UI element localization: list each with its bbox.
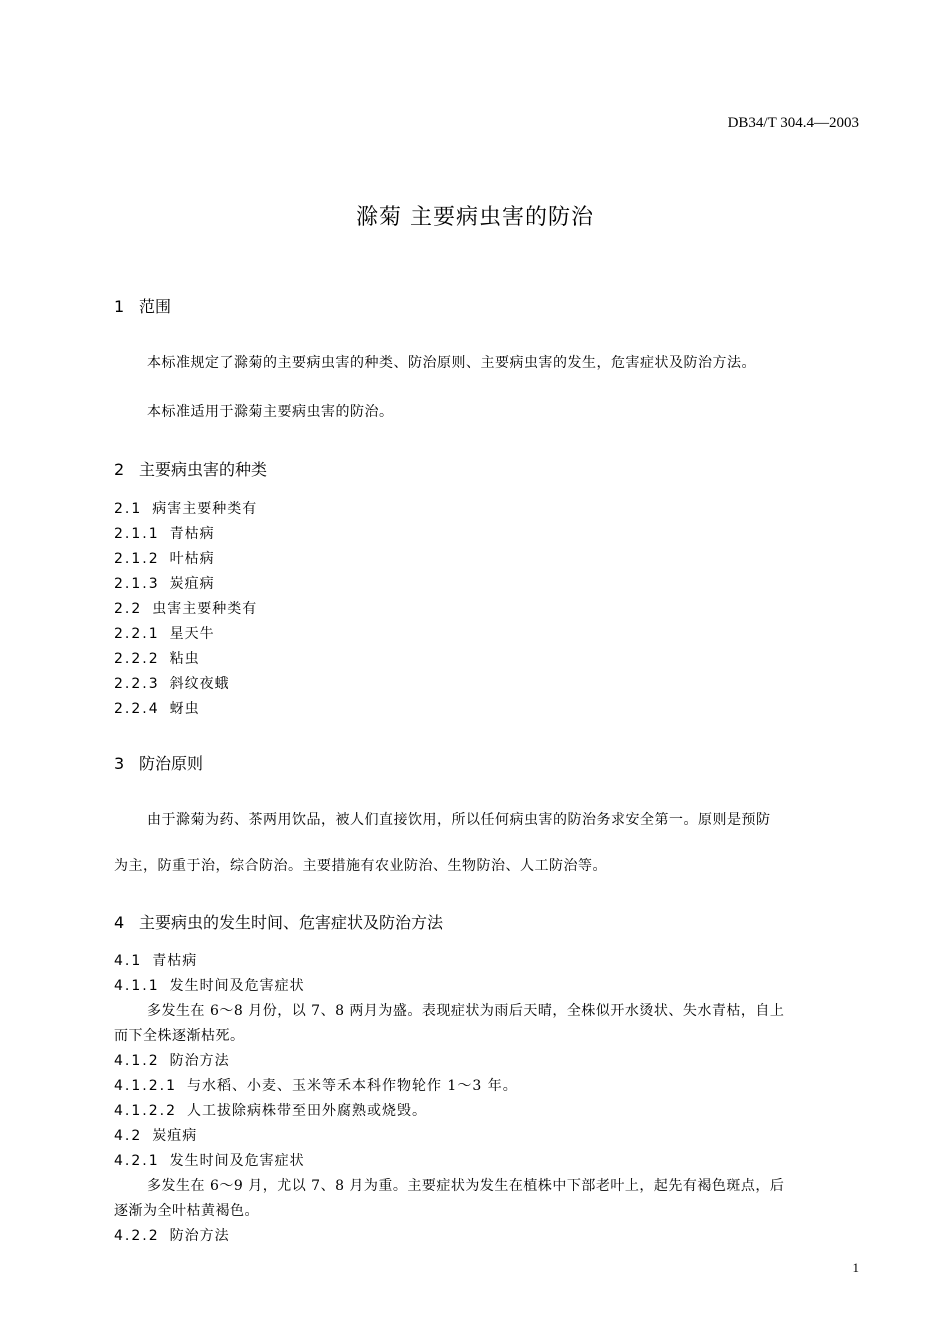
subsection-label: 虫害主要种类有 bbox=[152, 601, 258, 617]
item-text: 与水稻、小麦、玉米等禾本科作物轮作 1～3 年。 bbox=[186, 1078, 518, 1094]
subsection-number: 4.1 bbox=[114, 953, 143, 969]
item-number: 2.1.3 bbox=[114, 576, 160, 592]
subsection-4-1-1 bbox=[114, 975, 305, 995]
subsection-4-2-1 bbox=[114, 1150, 305, 1170]
subsection-number: 4.2 bbox=[114, 1128, 143, 1144]
section-number: 4 bbox=[114, 913, 125, 932]
item-text: 蚜虫 bbox=[169, 701, 200, 717]
subsection-number: 4.2.1 bbox=[114, 1153, 160, 1169]
item-number: 2.1.1 bbox=[114, 526, 160, 542]
subsection-4-2-2 bbox=[114, 1225, 230, 1245]
list-item bbox=[114, 1075, 518, 1095]
section-4-heading bbox=[114, 910, 443, 933]
subsection-4-1-2 bbox=[114, 1050, 230, 1070]
section-number: 3 bbox=[114, 754, 125, 773]
page-title: 滁菊 主要病虫害的防治 bbox=[356, 205, 594, 230]
item-text: 炭疽病 bbox=[169, 576, 215, 592]
subsection-label: 防治方法 bbox=[169, 1228, 230, 1244]
subsection-4-1 bbox=[114, 950, 197, 970]
section-title: 主要病虫害的种类 bbox=[139, 460, 268, 479]
section-title: 主要病虫的发生时间、危害症状及防治方法 bbox=[139, 913, 444, 932]
paragraph-4-2-1-line-1: 多发生在 6～9 月，尤以 7、8 月为重。主要症状为发生在植株中下部老叶上，起先有褐色斑点，后 bbox=[147, 1178, 785, 1194]
list-item bbox=[114, 698, 200, 718]
subsection-2-1 bbox=[114, 498, 257, 518]
subsection-number: 2.2 bbox=[114, 601, 143, 617]
section-3-paragraph-line-2: 为主，防重于治，综合防治。主要措施有农业防治、生物防治、人工防治等。 bbox=[114, 858, 607, 874]
subsection-label: 发生时间及危害症状 bbox=[169, 1153, 305, 1169]
subsection-number: 4.1.1 bbox=[114, 978, 160, 994]
section-1-heading bbox=[114, 294, 171, 317]
item-number: 2.2.4 bbox=[114, 701, 160, 717]
page-number: 1 bbox=[852, 1260, 859, 1275]
list-item bbox=[114, 573, 215, 593]
section-1-paragraph-1: 本标准规定了滁菊的主要病虫害的种类、防治原则、主要病虫害的发生，危害症状及防治方法。 bbox=[147, 355, 756, 371]
subsection-4-2 bbox=[114, 1125, 197, 1145]
item-text: 粘虫 bbox=[169, 651, 200, 667]
item-number: 4.1.2.2 bbox=[114, 1103, 177, 1119]
section-title: 范围 bbox=[139, 297, 172, 316]
subsection-label: 发生时间及危害症状 bbox=[169, 978, 305, 994]
section-title: 防治原则 bbox=[139, 754, 204, 773]
section-number: 2 bbox=[114, 460, 125, 479]
subsection-number: 2.1 bbox=[114, 501, 143, 517]
item-text: 斜纹夜蛾 bbox=[169, 676, 230, 692]
subsection-label: 病害主要种类有 bbox=[152, 501, 258, 517]
list-item bbox=[114, 523, 215, 543]
section-2-heading bbox=[114, 457, 267, 480]
paragraph-4-2-1-line-2: 逐渐为全叶枯黄褐色。 bbox=[114, 1203, 259, 1219]
subsection-label: 炭疽病 bbox=[152, 1128, 198, 1144]
section-1-paragraph-2: 本标准适用于滁菊主要病虫害的防治。 bbox=[147, 404, 394, 420]
subsection-label: 青枯病 bbox=[152, 953, 198, 969]
list-item bbox=[114, 1100, 427, 1120]
section-3-paragraph-line-1: 由于滁菊为药、茶两用饮品，被人们直接饮用，所以任何病虫害的防治务求安全第一。原则是预防 bbox=[147, 812, 771, 828]
subsection-label: 防治方法 bbox=[169, 1053, 230, 1069]
item-text: 星天牛 bbox=[169, 626, 215, 642]
section-number: 1 bbox=[114, 297, 125, 316]
list-item bbox=[114, 548, 215, 568]
paragraph-4-1-1-line-2: 而下全株逐渐枯死。 bbox=[114, 1028, 245, 1044]
subsection-number: 4.2.2 bbox=[114, 1228, 160, 1244]
list-item bbox=[114, 623, 215, 643]
item-text: 人工拔除病株带至田外腐熟或烧毁。 bbox=[186, 1103, 427, 1119]
item-number: 2.2.3 bbox=[114, 676, 160, 692]
item-text: 叶枯病 bbox=[169, 551, 215, 567]
item-number: 2.2.1 bbox=[114, 626, 160, 642]
list-item bbox=[114, 648, 200, 668]
item-number: 2.1.2 bbox=[114, 551, 160, 567]
standard-code: DB34/T 304.4—2003 bbox=[727, 115, 859, 131]
item-text: 青枯病 bbox=[169, 526, 215, 542]
item-number: 4.1.2.1 bbox=[114, 1078, 177, 1094]
subsection-2-2 bbox=[114, 598, 257, 618]
subsection-number: 4.1.2 bbox=[114, 1053, 160, 1069]
paragraph-4-1-1-line-1: 多发生在 6～8 月份，以 7、8 两月为盛。表现症状为雨后天晴，全株似开水烫状、失水青枯，自上 bbox=[147, 1003, 785, 1019]
section-3-heading bbox=[114, 751, 203, 774]
item-number: 2.2.2 bbox=[114, 651, 160, 667]
list-item bbox=[114, 673, 230, 693]
